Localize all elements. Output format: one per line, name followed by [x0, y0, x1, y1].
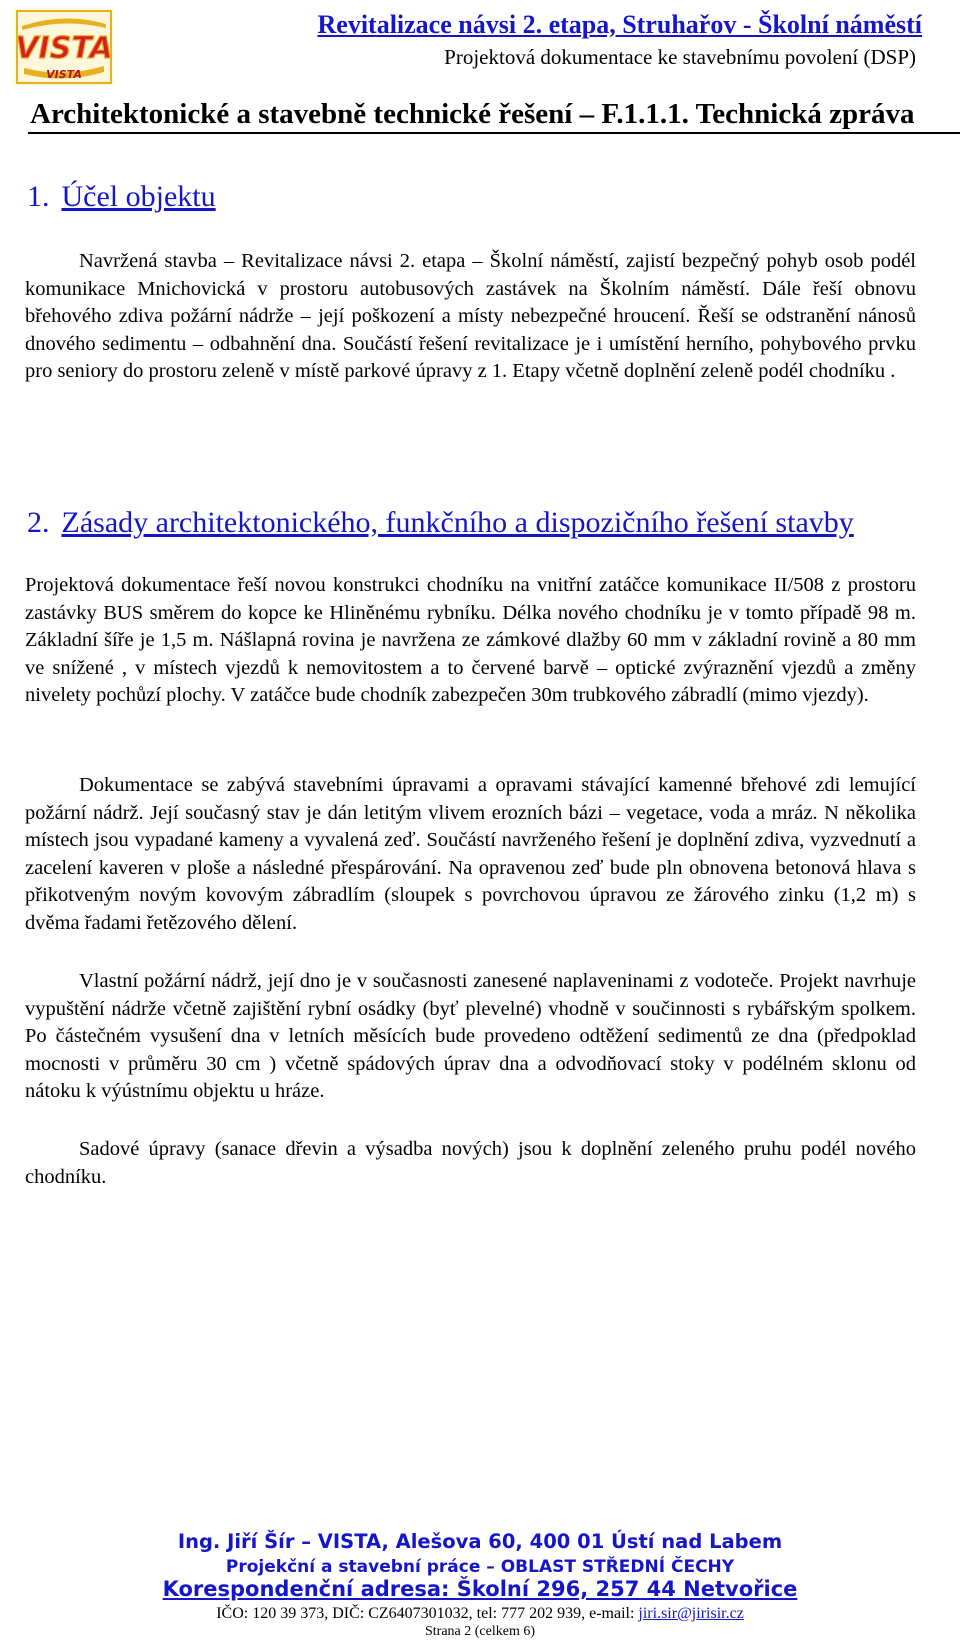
section-2-heading: [27, 506, 854, 540]
project-subtitle: Projektová dokumentace ke stavebnímu povolení (DSP): [444, 45, 916, 69]
email-link[interactable]: jiri.sir@jirisir.cz: [638, 1605, 744, 1622]
project-title: Revitalizace návsi 2. etapa, Struhařov - Školní náměstí: [317, 10, 922, 39]
header-divider: [28, 132, 960, 134]
section-1-paragraph: [25, 248, 916, 386]
section-2-number: 2.: [27, 506, 50, 539]
section-2-paragraph-2: Dokumentace se zabývá stavebními úpravami a opravami stávající kamenné břehové zdi lemující požární nádrž. Její současný stav je dán letitým vlivem erozních bázi – vegetace, voda a mráz. N několika místech jsou vypadané kameny a vyvalená zeď. Součástí navrženého řešení je doplnění zdiva, vyzvednutí a zacelení kaveren v ploše a následné přespárování. Na opravenou zeď bude pln obnovena betonová hlava s přikotveným novým kovovým zábradlím (sloupek s povrchovou úpravou ze žárového zinku (1,2 m) s dvěma řadami řetězového dělení.: [25, 774, 916, 934]
footer-contacts-text: IČO: 120 39 373, DIČ: CZ6407301032, tel: 777 202 939, e-mail:: [216, 1605, 639, 1622]
footer-correspondence: Korespondenční adresa: Školní 296, 257 44 Netvořice: [162, 1577, 798, 1601]
section-1-title: Účel objektu: [61, 180, 216, 213]
svg-text:VISTA: VISTA: [15, 31, 113, 66]
section-1-heading: [27, 180, 216, 214]
svg-text:VISTA: VISTA: [46, 68, 82, 81]
section-2-paragraph-4: Sadové úpravy (sanace dřevin a výsadba nových) jsou k doplnění zeleného pruhu podél nového chodníku.: [25, 1138, 916, 1188]
footer-services: Projekční a stavební práce – OBLAST STŘEDNÍ ČECHY: [225, 1557, 735, 1577]
section-1-text: Navržená stavba – Revitalizace návsi 2. etapa – Školní náměstí, zajistí bezpečný pohyb osob podél komunikace Mnichovická v prostoru autobusových zastávek na Školním náměstí. Dále řeší obnovu břehového zdiva požární nádrže – její poškození a místy nebezpečné hroucení. Řeší se odstranění nánosů dnového sedimentu – odbahnění dna. Součástí řešení revitalizace je i umístění herního, pohybového prvku pro seniory do prostoru zeleně v místě parkové úpravy z 1. Etapy včetně doplnění zeleně podél chodníku .: [25, 250, 916, 383]
vista-logo: [14, 8, 114, 86]
section-2-paragraph-3: Vlastní požární nádrž, její dno je v současnosti zanesené naplaveninami z vodoteče. Projekt navrhuje vypuštění nádrže včetně zajištění rybní osádky (byť plevelné) vhodně v součinnosti s rybářským spolkem. Po částečném vysušení dna v letních měsících bude provedeno odtěžení sedimentů ze dna (předpoklad mocnosti v průměru 30 cm ) včetně spádových úprav dna a odvodňovací stoky v podélném sklonu od nátoku k výústnímu objektu u hráze.: [25, 970, 916, 1103]
footer-contacts: [0, 1605, 960, 1623]
section-2-title: Zásady architektonického, funkčního a dispozičního řešení stavby: [61, 506, 854, 539]
page-number: Strana 2 (celkem 6): [424, 1624, 535, 1639]
document-title: Architektonické a stavebně technické řešení – F.1.1.1. Technická zpráva: [30, 98, 915, 130]
footer-address: Ing. Jiří Šír – VISTA, Alešova 60, 400 01 Ústí nad Labem: [177, 1530, 783, 1553]
section-1-number: 1.: [27, 180, 50, 213]
section-2-paragraph-1: Projektová dokumentace řeší novou konstrukci chodníku na vnitřní zatáčce komunikace II/508 z prostoru zastávky BUS směrem do kopce ke Hliněnému rybníku. Délka nového chodníku je v tomto případě 98 m. Základní šíře je 1,5 m. Nášlapná rovina je navržena ze zámkové dlažby 60 mm v základní rovině a 80 mm ve snížené , v místech vjezdů k nemovitostem a to červené barvě – optické zvýraznění vjezdů a změny nivelety pochůzí plochy. V zatáčce bude chodník zabezpečen 30m trubkového zábradlí (mimo vjezdy).: [25, 574, 916, 707]
